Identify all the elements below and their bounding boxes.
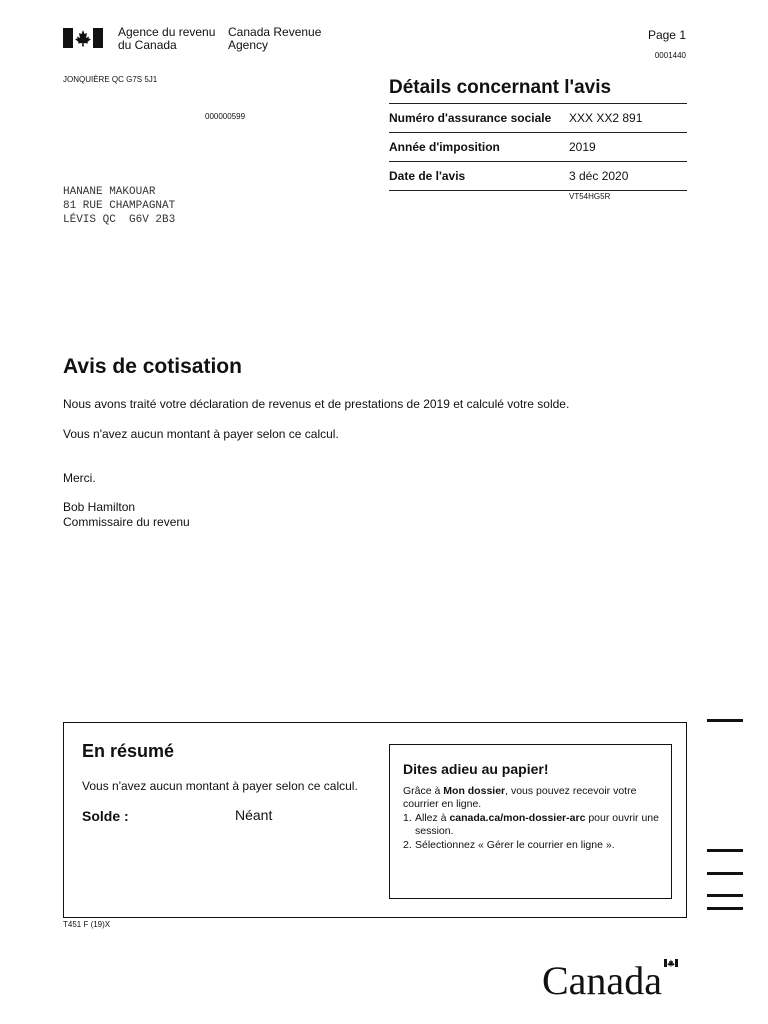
address-line: LÉVIS QC G6V 2B3 <box>63 214 176 226</box>
list-item: 2. Sélectionnez « Gérer le courrier en ligne ». <box>403 839 615 851</box>
paperless-title: Dites adieu au papier! <box>403 761 549 777</box>
document-code: 0001440 <box>654 51 686 60</box>
details-value: 2019 <box>569 140 596 154</box>
my-account-link[interactable]: canada.ca/mon-dossier-arc <box>449 812 586 824</box>
page-number: Page 1 <box>647 28 686 42</box>
body-paragraph: Nous avons traité votre déclaration de revenus et de prestations de 2019 et calculé votre solde. <box>63 397 570 411</box>
agency-name-fr: Agence du revenu du Canada <box>118 25 216 52</box>
signer-name: Bob Hamilton <box>63 500 136 514</box>
address-line: 81 RUE CHAMPAGNAT <box>63 200 176 212</box>
canada-wordmark-logo <box>540 955 688 1000</box>
details-title: Détails concernant l'avis <box>389 77 612 98</box>
office-address: JONQUIÈRE QC G7S 5J1 <box>63 75 158 84</box>
details-value: XXX XX2 891 <box>569 111 643 125</box>
summary-text: Vous n'avez aucun montant à payer selon ce calcul. <box>82 779 358 793</box>
list-item: 1. Allez à canada.ca/mon-dossier-arc pour ouvrir une session. <box>403 812 659 837</box>
margin-mark <box>707 872 743 875</box>
margin-mark <box>707 719 743 722</box>
details-value: 3 déc 2020 <box>569 169 629 183</box>
paperless-intro: Grâce à Mon dossier, vous pouvez recevoir votre courrier en ligne. <box>403 785 637 810</box>
address-line: HANANE MAKOUAR <box>63 186 156 198</box>
agency-name-en: Canada Revenue Agency <box>228 25 322 52</box>
summary-box <box>63 722 687 918</box>
reference-number: 000000599 <box>205 112 246 121</box>
details-label: Année d'imposition <box>389 140 500 154</box>
signature-block <box>63 500 190 530</box>
margin-mark <box>707 907 743 910</box>
form-code: T451 F (19)X <box>63 920 111 929</box>
canada-flag-icon <box>63 28 103 48</box>
details-table <box>389 103 687 191</box>
svg-text:Canada: Canada <box>542 958 662 1000</box>
thanks-text: Merci. <box>63 471 96 485</box>
paperless-box <box>389 744 672 899</box>
recipient-address <box>63 185 175 227</box>
signer-title: Commissaire du revenu <box>63 515 190 529</box>
details-row <box>389 104 687 133</box>
paperless-steps <box>403 812 665 854</box>
margin-mark <box>707 894 743 897</box>
body-paragraph: Vous n'avez aucun montant à payer selon ce calcul. <box>63 427 339 441</box>
details-code: VT54HG5R <box>569 192 611 201</box>
summary-title: En résumé <box>82 741 175 761</box>
balance-label: Solde : <box>82 808 129 824</box>
details-row <box>389 133 687 162</box>
balance-value: Néant <box>235 807 273 823</box>
margin-mark <box>707 849 743 852</box>
details-label: Numéro d'assurance sociale <box>389 111 552 125</box>
details-label: Date de l'avis <box>389 169 466 183</box>
details-row <box>389 162 687 191</box>
mon-dossier-text: Mon dossier <box>443 785 506 797</box>
page-title: Avis de cotisation <box>63 355 242 378</box>
